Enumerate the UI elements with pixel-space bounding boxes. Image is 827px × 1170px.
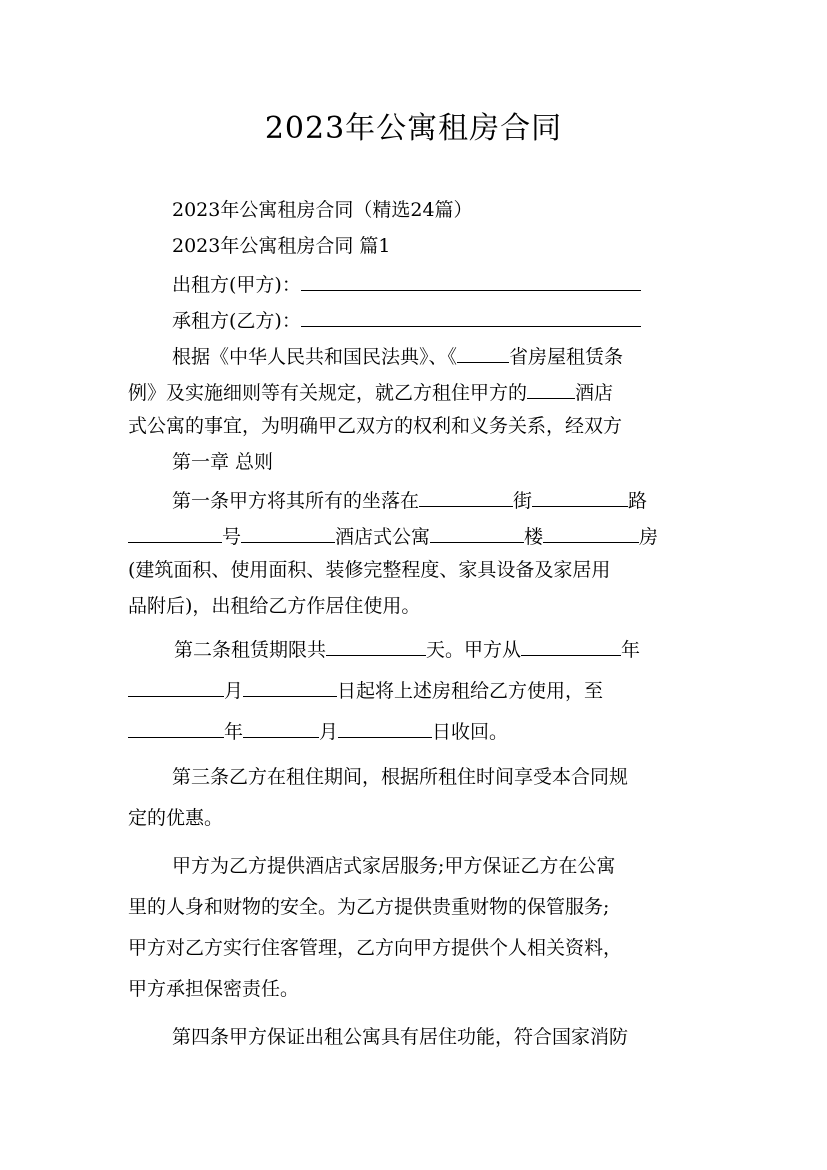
text-segment: 例》及实施细则等有关规定，就乙方租住甲方的 (128, 382, 528, 404)
text-segment: 月 (224, 680, 244, 702)
text-line: 定的优惠。 (128, 807, 224, 829)
text-segment: 号 (222, 526, 242, 548)
blank-field (543, 516, 639, 543)
text-segment: 街 (513, 490, 533, 512)
text-segment: 年 (224, 721, 244, 743)
text-segment: 根据《中华人民共和国民法典》、《 (172, 346, 458, 368)
text-segment: 出租方(甲方)： (172, 274, 301, 296)
text-line: 式公寓的事宜，为明确甲乙双方的权利和义务关系，经双方 (128, 415, 623, 437)
text-segment: 天。甲方从 (426, 639, 522, 661)
text-line: 2023年公寓租房合同（精选24篇） (172, 199, 473, 221)
text-segment: 酒店 (575, 382, 614, 404)
text-segment: 日收回。 (432, 721, 509, 743)
text-line: 里的人身和财物的安全。为乙方提供贵重财物的保管服务; (128, 896, 610, 918)
blank-field (243, 711, 319, 738)
text-line: 2023年公寓租房合同 篇1 (172, 235, 391, 257)
text-line (128, 336, 703, 372)
lessee-line (128, 300, 703, 336)
blank-field (430, 516, 524, 543)
text-line (128, 711, 703, 747)
blank-field (338, 711, 432, 738)
text-segment: 楼 (524, 526, 544, 548)
text-segment: 房 (639, 526, 659, 548)
document-title: 2023年公寓租房合同 (264, 111, 563, 146)
text-line: 甲方为乙方提供酒店式家居服务;甲方保证乙方在公寓 (172, 855, 616, 877)
text-line: 品附后)，出租给乙方作居住使用。 (128, 595, 421, 617)
blank-field (128, 516, 222, 543)
text-segment: 路 (628, 490, 648, 512)
chapter-heading: 第一章 总则 (172, 451, 274, 473)
text-line: (建筑面积、使用面积、装修完整程度、家具设备及家居用 (128, 559, 611, 581)
text-segment: 省房屋租赁条 (509, 346, 624, 368)
blank-field (527, 372, 575, 399)
text-line (128, 629, 703, 665)
text-line: 第三条乙方在租住期间，根据所租住时间享受本合同规 (172, 766, 629, 788)
text-line (128, 372, 703, 408)
blank-field (419, 480, 513, 507)
lessor-line (128, 264, 703, 300)
blank-field (301, 300, 641, 327)
text-line (128, 516, 703, 552)
text-segment: 第一条甲方将其所有的坐落在 (172, 490, 420, 512)
text-line (128, 480, 703, 516)
blank-field (326, 629, 426, 656)
text-segment: 第二条租赁期限共 (174, 639, 327, 661)
blank-field (241, 516, 335, 543)
text-segment: 月 (319, 721, 339, 743)
blank-field (457, 336, 509, 363)
text-segment: 年 (621, 639, 641, 661)
blank-field (128, 670, 224, 697)
blank-field (128, 711, 224, 738)
text-line (128, 670, 703, 706)
text-segment: 承租方(乙方)： (172, 310, 301, 332)
text-segment: 日起将上述房租给乙方使用，至 (337, 680, 604, 702)
text-line: 甲方对乙方实行住客管理，乙方向甲方提供个人相关资料， (128, 937, 623, 959)
text-line: 甲方承担保密责任。 (128, 978, 300, 1000)
blank-field (243, 670, 337, 697)
document-body (128, 192, 703, 1055)
blank-field (532, 480, 628, 507)
text-segment: 酒店式公寓 (335, 526, 431, 548)
text-line: 第四条甲方保证出租公寓具有居住功能，符合国家消防 (172, 1026, 629, 1048)
blank-field (521, 629, 621, 656)
blank-field (301, 264, 641, 291)
